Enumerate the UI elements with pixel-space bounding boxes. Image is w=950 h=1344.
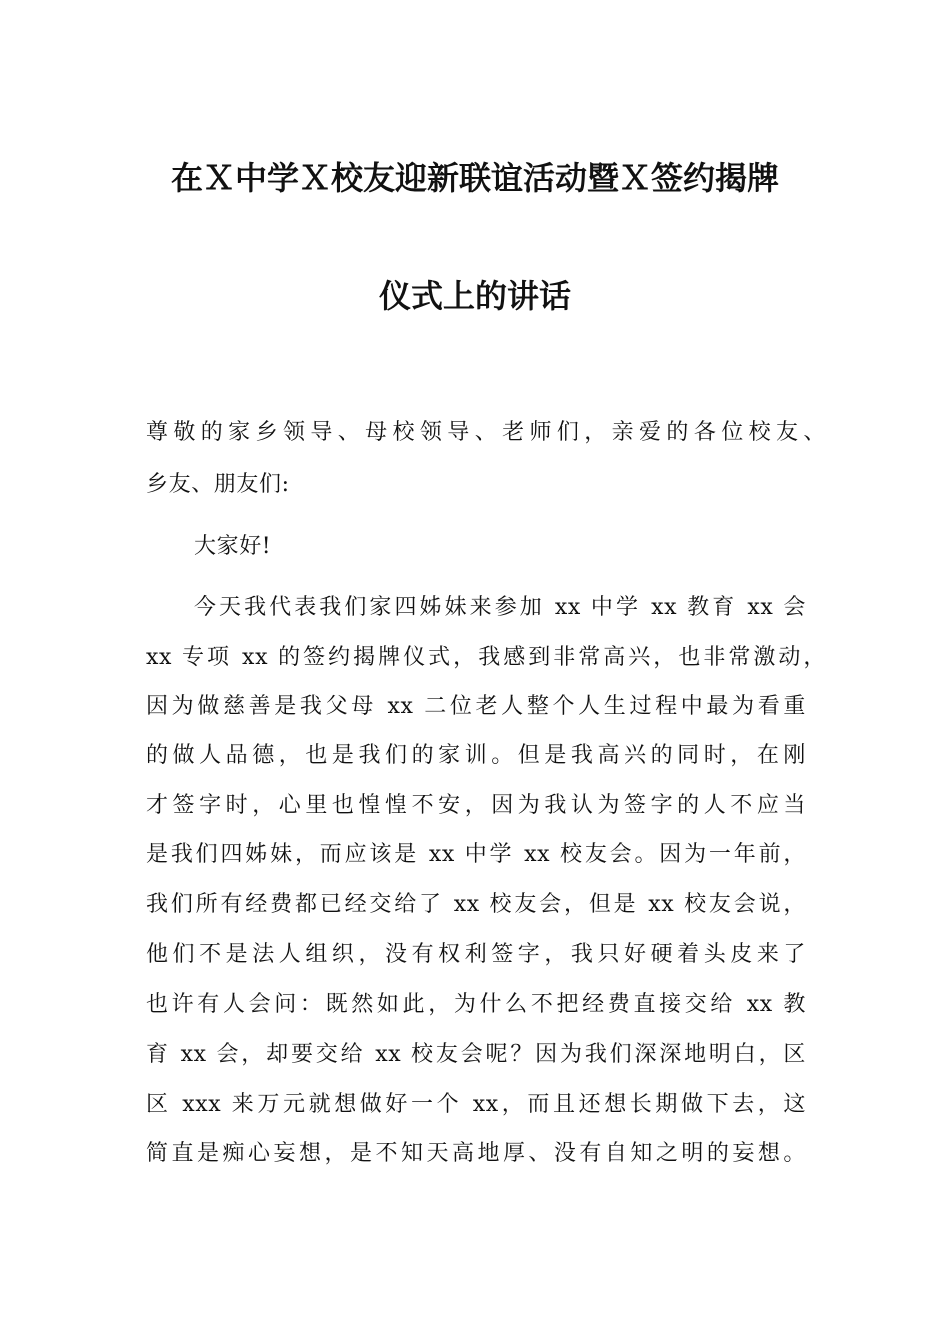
paragraph-line: 简直是痴心妄想，是不知天高地厚、没有自知之明的妄想。 <box>146 1141 806 1166</box>
paragraph-line: 是我们四姊妹，而应该是 xx 中学 xx 校友会。因为一年前， <box>146 842 806 867</box>
paragraph-line: 今天我代表我们家四姊妹来参加 xx 中学 xx 教育 xx 会 <box>194 595 806 620</box>
paragraph-line: 才签字时，心里也惶惶不安，因为我认为签字的人不应当 <box>146 793 806 818</box>
paragraph-line: 育 xx 会，却要交给 xx 校友会呢？因为我们深深地明白，区 <box>146 1042 806 1067</box>
greeting-line: 大家好! <box>194 534 272 559</box>
paragraph-line: 我们所有经费都已经交给了 xx 校友会，但是 xx 校友会说， <box>146 892 806 917</box>
paragraph-line: 他们不是法人组织，没有权利签字，我只好硬着头皮来了 <box>146 942 806 967</box>
document-title-line-1: 在Ｘ中学Ｘ校友迎新联谊活动暨Ｘ签约揭牌 <box>170 159 779 197</box>
paragraph-line: 的做人品德，也是我们的家训。但是我高兴的同时，在刚 <box>146 743 806 768</box>
salutation-line-1: 尊敬的家乡领导、母校领导、老师们，亲爱的各位校友、 <box>146 420 826 445</box>
paragraph-line: xx 专项 xx 的签约揭牌仪式，我感到非常高兴，也非常激动， <box>146 645 826 670</box>
paragraph-line: 也许有人会问：既然如此，为什么不把经费直接交给 xx 教 <box>146 992 806 1017</box>
paragraph-line: 因为做慈善是我父母 xx 二位老人整个人生过程中最为看重 <box>146 694 806 719</box>
document-title-line-2: 仪式上的讲话 <box>378 277 571 315</box>
paragraph-line: 区 xxx 来万元就想做好一个 xx，而且还想长期做下去，这 <box>146 1092 806 1117</box>
salutation-line-2: 乡友、朋友们: <box>146 472 290 497</box>
